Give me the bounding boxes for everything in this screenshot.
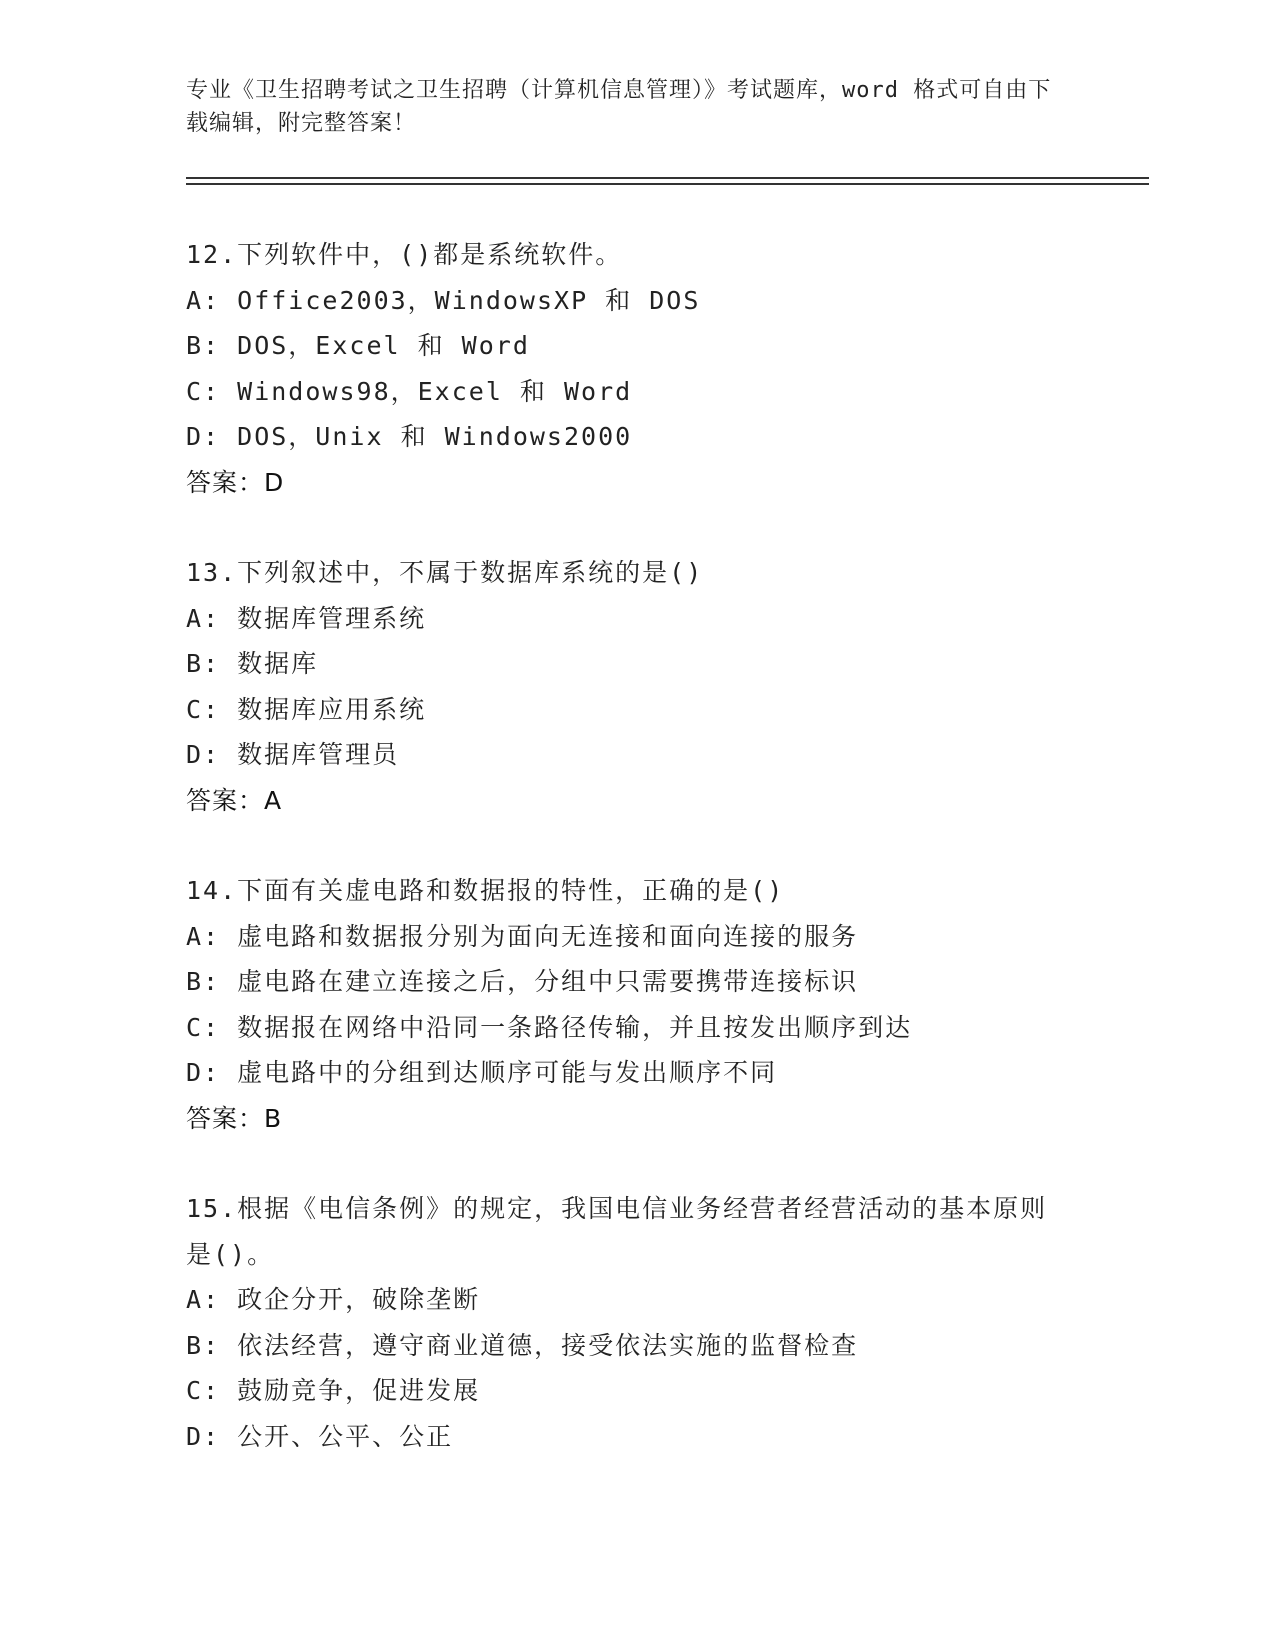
- option-d: D: DOS，Unix 和 Windows2000: [186, 422, 633, 451]
- question-14: [186, 868, 1086, 1141]
- document-intro: 专业《卫生招聘考试之卫生招聘（计算机信息管理）》考试题库，word 格式可自由下载编辑，附完整答案！: [186, 78, 1052, 136]
- question-12: [186, 232, 1086, 505]
- question-13: [186, 550, 1086, 823]
- option-d: D: 公开、公平、公正: [186, 1421, 454, 1451]
- option-a: A: 虚电路和数据报分别为面向无连接和面向连接的服务: [186, 921, 859, 951]
- option-b: B: DOS，Excel 和 Word: [186, 331, 530, 360]
- option-d: D: 数据库管理员: [186, 740, 400, 769]
- option-b: B: 虚电路在建立连接之后，分组中只需要携带连接标识: [186, 967, 859, 996]
- option-a: A: 数据库管理系统: [186, 603, 427, 633]
- question-stem: 14.下面有关虚电路和数据报的特性，正确的是(): [186, 876, 785, 905]
- option-a: A: Office2003，WindowsXP 和 DOS: [186, 285, 701, 315]
- question-15: [186, 1186, 1086, 1459]
- header-divider-bottom: [186, 183, 1149, 185]
- option-b: B: 数据库: [186, 649, 319, 678]
- question-stem: 12.下列软件中，()都是系统软件。: [186, 240, 623, 269]
- option-c: C: Windows98，Excel 和 Word: [186, 376, 633, 406]
- question-stem: 15.根据《电信条例》的规定，我国电信业务经营者经营活动的基本原则是()。: [186, 1194, 1048, 1269]
- option-c: C: 数据报在网络中沿同一条路径传输，并且按发出顺序到达: [186, 1012, 913, 1042]
- option-a: A: 政企分开，破除垄断: [186, 1285, 481, 1314]
- answer-line: 答案：B: [186, 1103, 283, 1133]
- header-divider-top: [186, 177, 1149, 179]
- option-c: C: 鼓励竞争，促进发展: [186, 1376, 481, 1405]
- option-c: C: 数据库应用系统: [186, 694, 427, 724]
- option-d: D: 虚电路中的分组到达顺序可能与发出顺序不同: [186, 1058, 778, 1087]
- answer-line: 答案：A: [186, 785, 283, 815]
- question-stem: 13.下列叙述中，不属于数据库系统的是(): [186, 558, 704, 587]
- answer-line: 答案：D: [186, 467, 285, 497]
- option-b: B: 依法经营，遵守商业道德，接受依法实施的监督检查: [186, 1330, 859, 1360]
